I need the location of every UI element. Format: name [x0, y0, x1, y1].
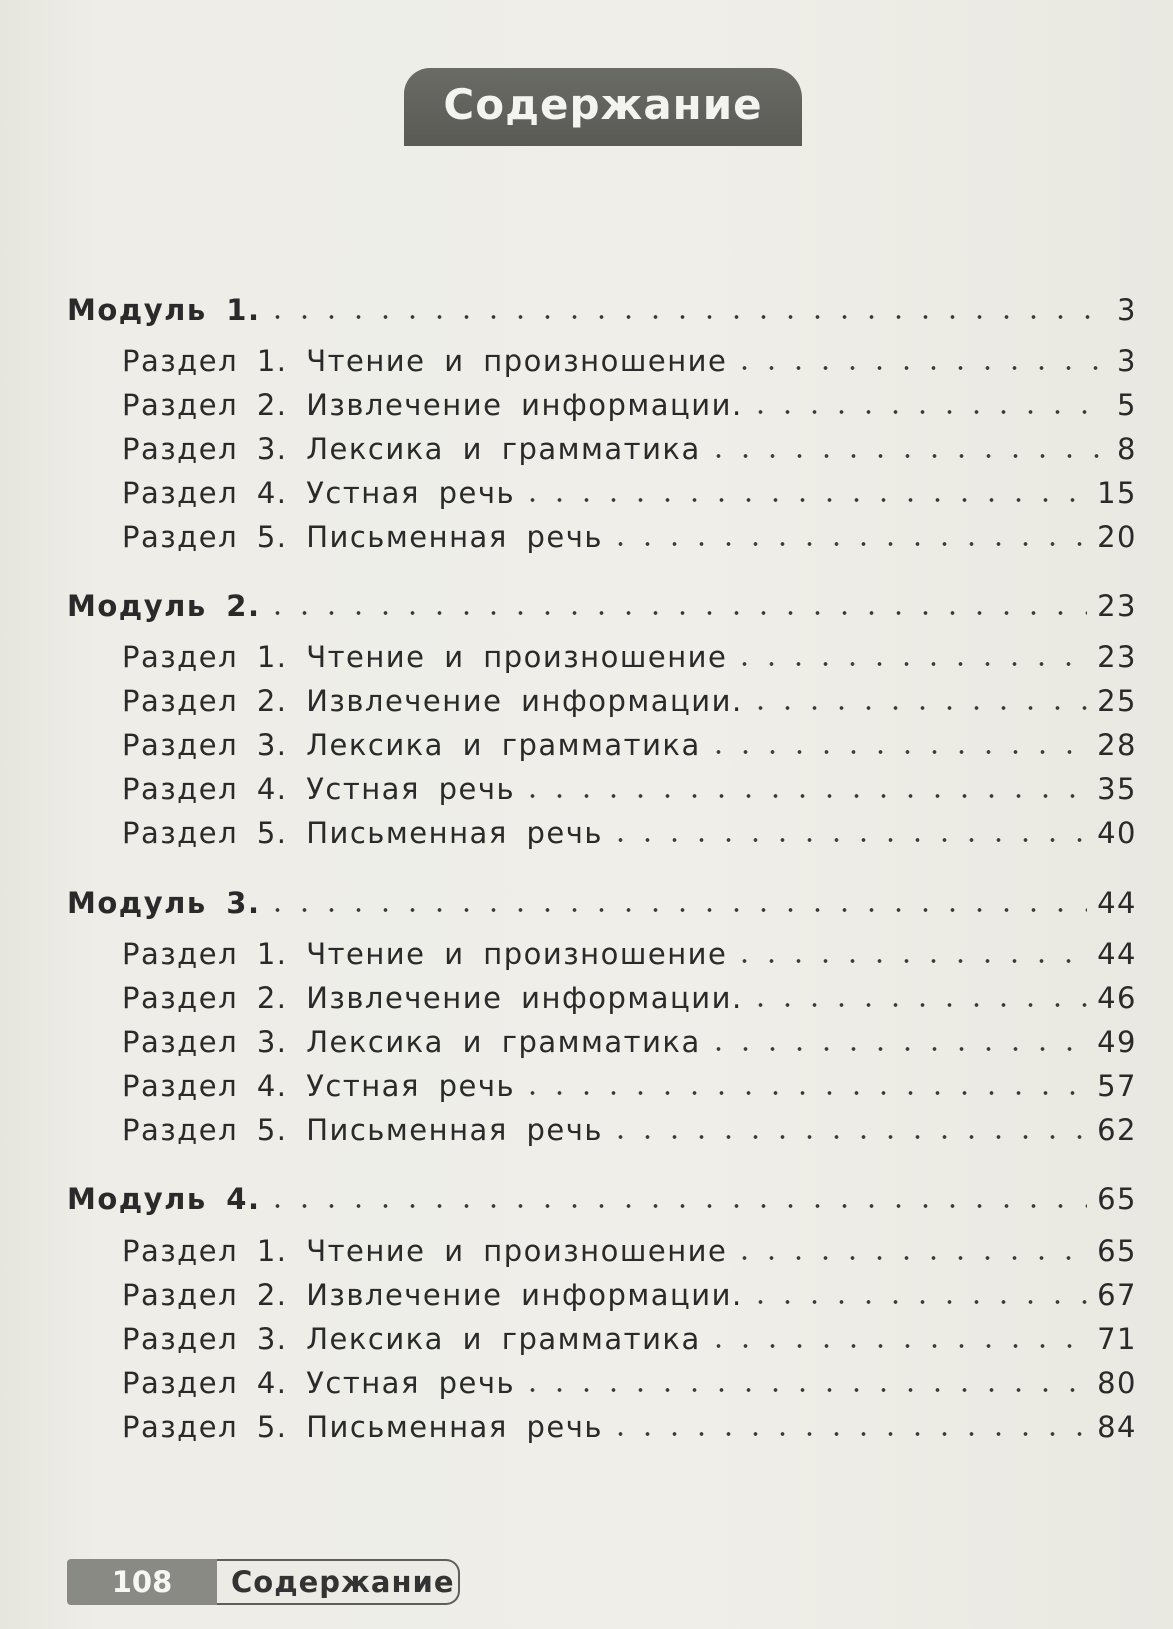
dot-leader	[705, 1343, 1087, 1349]
page-footer	[67, 1559, 460, 1605]
toc-section[interactable]	[122, 1366, 1137, 1400]
toc-section[interactable]	[122, 520, 1137, 554]
section-label: Раздел 4. Устная речь	[122, 476, 516, 510]
module-label: Модуль 4.	[67, 1182, 261, 1216]
dot-leader	[607, 1431, 1087, 1437]
toc-section[interactable]	[122, 344, 1137, 378]
page-number: 65	[1097, 1182, 1137, 1216]
toc-section[interactable]	[122, 476, 1137, 510]
section-label: Раздел 3. Лексика и грамматика	[122, 432, 701, 466]
toc-section[interactable]	[122, 684, 1137, 718]
toc-section[interactable]	[122, 1278, 1137, 1312]
section-label: Раздел 5. Письменная речь	[122, 1113, 603, 1147]
dot-leader	[747, 1299, 1087, 1305]
toc-section[interactable]	[122, 1322, 1137, 1356]
section-label: Раздел 1. Чтение и произношение	[122, 1234, 728, 1268]
section-label: Раздел 2. Извлечение информации.	[122, 1278, 743, 1312]
toc-section[interactable]	[122, 1025, 1137, 1059]
page-number: 15	[1097, 476, 1137, 510]
page-number: 28	[1097, 728, 1137, 762]
page-number: 71	[1097, 1322, 1137, 1356]
dot-leader	[705, 749, 1087, 755]
page-number: 40	[1097, 816, 1137, 850]
page-number: 57	[1097, 1069, 1137, 1103]
module-label: Модуль 3.	[67, 886, 261, 920]
section-label: Раздел 2. Извлечение информации.	[122, 684, 743, 718]
toc-module-1[interactable]	[67, 293, 1137, 327]
toc-section[interactable]	[122, 1069, 1137, 1103]
page-number: 80	[1097, 1366, 1137, 1400]
module-label: Модуль 1.	[67, 293, 261, 327]
dot-leader	[264, 1203, 1087, 1209]
page-number: 20	[1097, 520, 1137, 554]
section-label: Раздел 3. Лексика и грамматика	[122, 1322, 701, 1356]
page-number: 44	[1097, 937, 1137, 971]
toc-section[interactable]	[122, 432, 1137, 466]
dot-leader	[519, 497, 1087, 503]
footer-page-number: 108	[67, 1559, 217, 1605]
page-number: 8	[1117, 432, 1137, 466]
dot-leader	[519, 1387, 1087, 1393]
section-label: Раздел 1. Чтение и произношение	[122, 344, 728, 378]
toc-section[interactable]	[122, 728, 1137, 762]
dot-leader	[731, 958, 1087, 964]
toc-section[interactable]	[122, 816, 1137, 850]
dot-leader	[607, 541, 1087, 547]
toc-module-3[interactable]	[67, 886, 1137, 920]
dot-leader	[607, 1134, 1087, 1140]
section-label: Раздел 5. Письменная речь	[122, 520, 603, 554]
section-label: Раздел 1. Чтение и произношение	[122, 640, 728, 674]
dot-leader	[747, 705, 1087, 711]
dot-leader	[747, 409, 1107, 415]
module-label: Модуль 2.	[67, 589, 261, 623]
page-number: 46	[1097, 981, 1137, 1015]
page-number: 23	[1097, 589, 1137, 623]
page-number: 62	[1097, 1113, 1137, 1147]
page-number: 35	[1097, 772, 1137, 806]
toc-module-4[interactable]	[67, 1182, 1137, 1216]
dot-leader	[731, 1255, 1087, 1261]
dot-leader	[747, 1002, 1087, 1008]
page-number: 65	[1097, 1234, 1137, 1268]
toc-module-2[interactable]	[67, 589, 1137, 623]
dot-leader	[264, 907, 1087, 913]
page-number: 84	[1097, 1410, 1137, 1444]
dot-leader	[607, 837, 1087, 843]
dot-leader	[519, 1090, 1087, 1096]
section-label: Раздел 4. Устная речь	[122, 1069, 516, 1103]
page-number: 25	[1097, 684, 1137, 718]
page-number: 23	[1097, 640, 1137, 674]
toc-section[interactable]	[122, 388, 1137, 422]
dot-leader	[705, 1046, 1087, 1052]
dot-leader	[705, 453, 1107, 459]
section-label: Раздел 5. Письменная речь	[122, 816, 603, 850]
toc-section[interactable]	[122, 772, 1137, 806]
page-title: Содержание	[404, 68, 802, 146]
toc-section[interactable]	[122, 640, 1137, 674]
section-label: Раздел 2. Извлечение информации.	[122, 981, 743, 1015]
dot-leader	[731, 661, 1087, 667]
toc-section[interactable]	[122, 1410, 1137, 1444]
page-number: 3	[1117, 293, 1137, 327]
toc-section[interactable]	[122, 1113, 1137, 1147]
section-label: Раздел 3. Лексика и грамматика	[122, 1025, 701, 1059]
section-label: Раздел 3. Лексика и грамматика	[122, 728, 701, 762]
section-label: Раздел 5. Письменная речь	[122, 1410, 603, 1444]
page-number: 3	[1117, 344, 1137, 378]
page-number: 44	[1097, 886, 1137, 920]
dot-leader	[731, 365, 1107, 371]
toc-section[interactable]	[122, 981, 1137, 1015]
page-number: 67	[1097, 1278, 1137, 1312]
section-label: Раздел 4. Устная речь	[122, 1366, 516, 1400]
section-label: Раздел 4. Устная речь	[122, 772, 516, 806]
page-number: 5	[1117, 388, 1137, 422]
dot-leader	[264, 610, 1087, 616]
toc-section[interactable]	[122, 937, 1137, 971]
footer-running-title: Содержание	[217, 1559, 460, 1605]
section-label: Раздел 1. Чтение и произношение	[122, 937, 728, 971]
section-label: Раздел 2. Извлечение информации.	[122, 388, 743, 422]
dot-leader	[519, 793, 1087, 799]
page-number: 49	[1097, 1025, 1137, 1059]
toc-section[interactable]	[122, 1234, 1137, 1268]
dot-leader	[264, 314, 1107, 320]
